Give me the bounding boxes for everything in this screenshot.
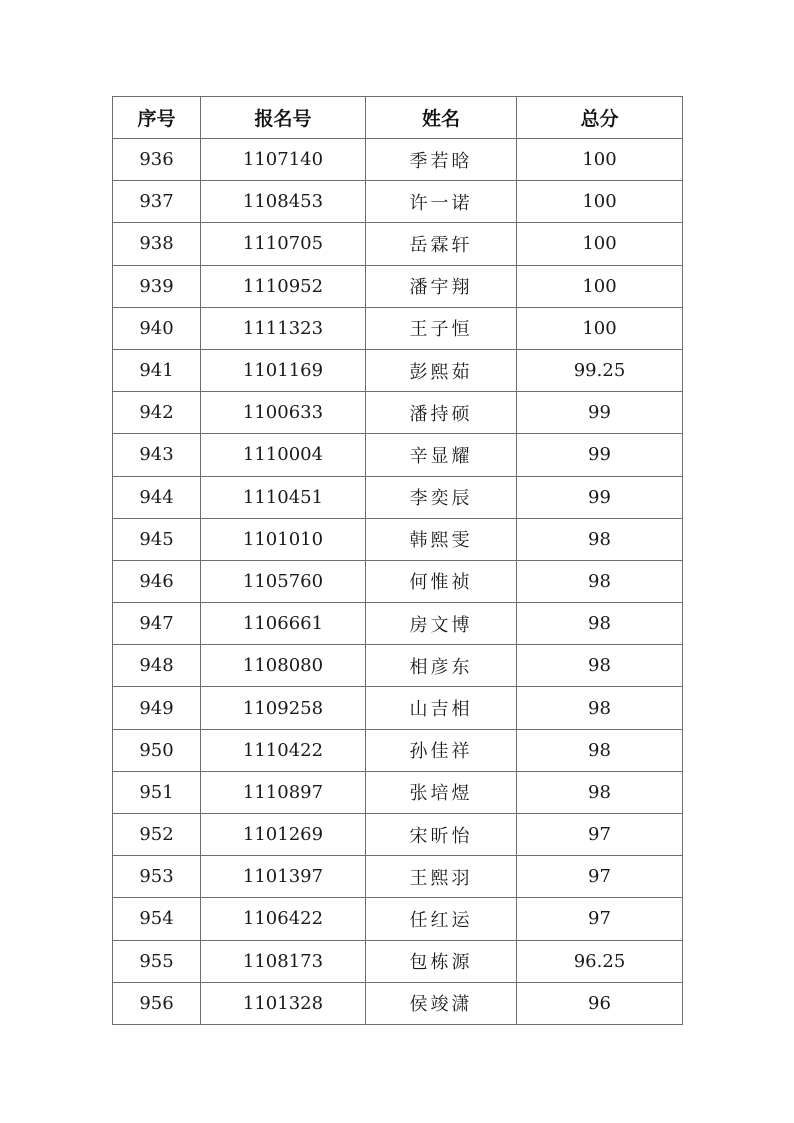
header-total-score: 总分	[517, 97, 683, 139]
total-score-cell: 98	[517, 729, 683, 771]
table-row	[113, 392, 683, 434]
total-score-cell: 98	[517, 560, 683, 602]
total-score-cell: 96	[517, 982, 683, 1024]
table-row	[113, 307, 683, 349]
serial-number-cell: 946	[113, 560, 201, 602]
total-score-cell: 97	[517, 856, 683, 898]
total-score-cell: 98	[517, 518, 683, 560]
table-row	[113, 856, 683, 898]
total-score-cell: 99	[517, 476, 683, 518]
table-row	[113, 729, 683, 771]
table-row	[113, 982, 683, 1024]
serial-number-cell: 949	[113, 687, 201, 729]
serial-number-cell: 951	[113, 771, 201, 813]
serial-number-cell: 942	[113, 392, 201, 434]
name-cell: 王子恒	[366, 307, 517, 349]
registration-number-cell: 1100633	[201, 392, 366, 434]
total-score-cell: 100	[517, 265, 683, 307]
table-row	[113, 814, 683, 856]
table-row	[113, 560, 683, 602]
serial-number-cell: 950	[113, 729, 201, 771]
header-serial-number: 序号	[113, 97, 201, 139]
registration-number-cell: 1106661	[201, 603, 366, 645]
serial-number-cell: 940	[113, 307, 201, 349]
name-cell: 许一诺	[366, 181, 517, 223]
name-cell: 季若晗	[366, 139, 517, 181]
name-cell: 潘持硕	[366, 392, 517, 434]
total-score-cell: 100	[517, 223, 683, 265]
registration-number-cell: 1108173	[201, 940, 366, 982]
serial-number-cell: 939	[113, 265, 201, 307]
total-score-cell: 98	[517, 687, 683, 729]
name-cell: 房文博	[366, 603, 517, 645]
header-row	[113, 97, 683, 139]
serial-number-cell: 952	[113, 814, 201, 856]
name-cell: 山吉相	[366, 687, 517, 729]
name-cell: 包栋源	[366, 940, 517, 982]
registration-number-cell: 1101010	[201, 518, 366, 560]
registration-number-cell: 1101169	[201, 349, 366, 391]
name-cell: 李奕辰	[366, 476, 517, 518]
serial-number-cell: 943	[113, 434, 201, 476]
table-row	[113, 223, 683, 265]
name-cell: 王熙羽	[366, 856, 517, 898]
table-row	[113, 687, 683, 729]
table-row	[113, 476, 683, 518]
table-row	[113, 434, 683, 476]
header-registration-number: 报名号	[201, 97, 366, 139]
registration-number-cell: 1111323	[201, 307, 366, 349]
name-cell: 宋昕怡	[366, 814, 517, 856]
registration-number-cell: 1110952	[201, 265, 366, 307]
total-score-cell: 96.25	[517, 940, 683, 982]
serial-number-cell: 956	[113, 982, 201, 1024]
name-cell: 何惟祯	[366, 560, 517, 602]
name-cell: 彭熙茹	[366, 349, 517, 391]
registration-number-cell: 1101328	[201, 982, 366, 1024]
registration-number-cell: 1110422	[201, 729, 366, 771]
serial-number-cell: 953	[113, 856, 201, 898]
serial-number-cell: 948	[113, 645, 201, 687]
total-score-cell: 100	[517, 307, 683, 349]
header-name: 姓名	[366, 97, 517, 139]
table-row	[113, 139, 683, 181]
serial-number-cell: 947	[113, 603, 201, 645]
registration-number-cell: 1101397	[201, 856, 366, 898]
table-row	[113, 771, 683, 813]
serial-number-cell: 944	[113, 476, 201, 518]
registration-number-cell: 1110705	[201, 223, 366, 265]
name-cell: 任红运	[366, 898, 517, 940]
table-row	[113, 898, 683, 940]
table-row	[113, 265, 683, 307]
total-score-cell: 98	[517, 771, 683, 813]
name-cell: 辛显耀	[366, 434, 517, 476]
registration-number-cell: 1110004	[201, 434, 366, 476]
name-cell: 张培煜	[366, 771, 517, 813]
serial-number-cell: 936	[113, 139, 201, 181]
score-table	[112, 96, 683, 1025]
registration-number-cell: 1108453	[201, 181, 366, 223]
total-score-cell: 97	[517, 898, 683, 940]
registration-number-cell: 1106422	[201, 898, 366, 940]
name-cell: 岳霖轩	[366, 223, 517, 265]
name-cell: 孙佳祥	[366, 729, 517, 771]
total-score-cell: 98	[517, 645, 683, 687]
registration-number-cell: 1109258	[201, 687, 366, 729]
registration-number-cell: 1105760	[201, 560, 366, 602]
table-row	[113, 349, 683, 391]
registration-number-cell: 1101269	[201, 814, 366, 856]
name-cell: 韩熙雯	[366, 518, 517, 560]
serial-number-cell: 954	[113, 898, 201, 940]
table-row	[113, 518, 683, 560]
registration-number-cell: 1110897	[201, 771, 366, 813]
serial-number-cell: 937	[113, 181, 201, 223]
registration-number-cell: 1108080	[201, 645, 366, 687]
table-row	[113, 645, 683, 687]
name-cell: 相彦东	[366, 645, 517, 687]
table-body	[113, 139, 683, 1025]
serial-number-cell: 941	[113, 349, 201, 391]
name-cell: 侯竣潇	[366, 982, 517, 1024]
total-score-cell: 99	[517, 392, 683, 434]
total-score-cell: 97	[517, 814, 683, 856]
total-score-cell: 100	[517, 139, 683, 181]
serial-number-cell: 955	[113, 940, 201, 982]
table-row	[113, 181, 683, 223]
table-row	[113, 603, 683, 645]
total-score-cell: 98	[517, 603, 683, 645]
serial-number-cell: 938	[113, 223, 201, 265]
serial-number-cell: 945	[113, 518, 201, 560]
name-cell: 潘宇翔	[366, 265, 517, 307]
total-score-cell: 99.25	[517, 349, 683, 391]
table-row	[113, 940, 683, 982]
total-score-cell: 100	[517, 181, 683, 223]
registration-number-cell: 1107140	[201, 139, 366, 181]
total-score-cell: 99	[517, 434, 683, 476]
registration-number-cell: 1110451	[201, 476, 366, 518]
